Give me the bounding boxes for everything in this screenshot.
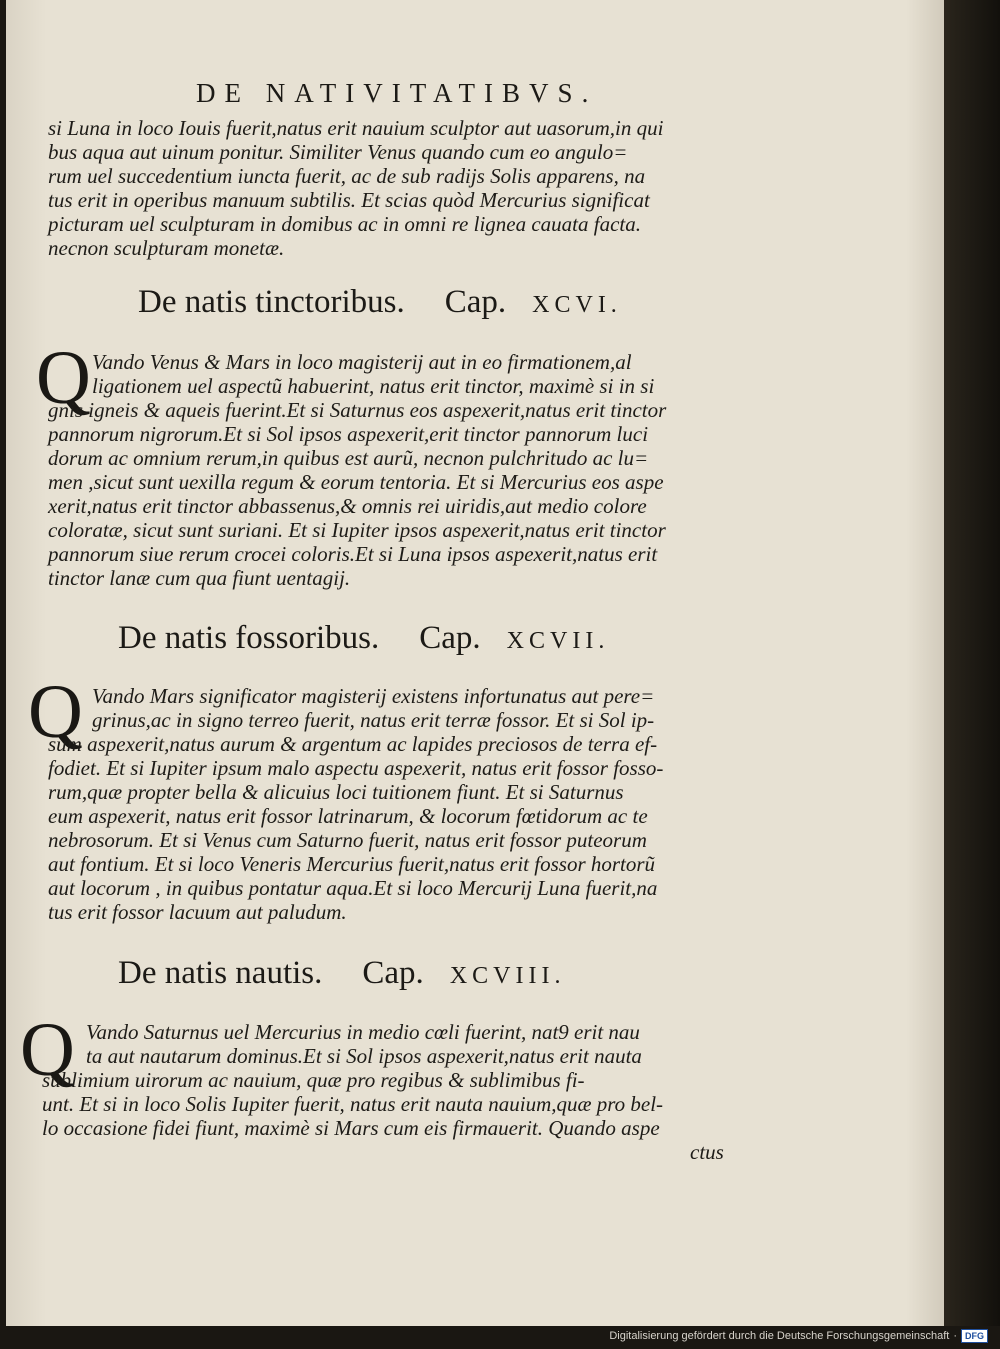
text-line: tus erit fossor lacuum aut paludum. xyxy=(48,900,347,924)
chapter-number: XCVI. xyxy=(532,292,622,318)
chapter-heading xyxy=(138,284,622,321)
text-line: sum aspexerit,natus aurum & argentum ac lapides preciosos de terra ef- xyxy=(48,732,658,756)
text-line: bus aqua aut uinum ponitur. Similiter Venus quando cum eo angulo= xyxy=(48,140,628,164)
chapter-title: De natis nautis. xyxy=(118,955,323,991)
drop-cap: Q xyxy=(20,1008,75,1092)
chapter-title: De natis tinctoribus. xyxy=(138,284,405,320)
text-line: Vando Saturnus uel Mercurius in medio cœli fuerint, nat9 erit nau xyxy=(86,1020,640,1044)
text-line: picturam uel sculpturam in domibus ac in omni re lignea cauata facta. xyxy=(48,212,641,236)
text-line: eum aspexerit, natus erit fossor latrinarum, & locorum fœtidorum ac te xyxy=(48,804,648,828)
chapter-heading xyxy=(118,620,609,657)
text-line: gnis igneis & aqueis fuerint.Et si Saturnus eos aspexerit,natus erit tinctor xyxy=(48,398,667,422)
text-line: men ,sicut sunt uexilla regum & eorum tentoria. Et si Mercurius eos aspe xyxy=(48,470,664,494)
text-line: fodiet. Et si Iupiter ipsum malo aspectu aspexerit, natus erit fossor fosso- xyxy=(48,756,664,780)
text-line: pannorum nigrorum.Et si Sol ipsos aspexerit,erit tinctor pannorum luci xyxy=(48,422,649,446)
chapter-number: XCVIII. xyxy=(449,963,566,989)
chapter-cap-label: Cap. xyxy=(362,955,424,991)
chapter-cap-label: Cap. xyxy=(419,620,481,656)
chapter-body xyxy=(48,350,758,590)
chapter-cap-label: Cap. xyxy=(444,284,507,320)
digitization-footer xyxy=(609,1327,988,1345)
text-line: dorum ac omnium rerum,in quibus est aurũ, necnon pulchritudo ac lu= xyxy=(48,446,649,470)
book-page xyxy=(6,0,944,1326)
text-line: si Luna in loco Iouis fuerit,natus erit nauium sculptor aut uasorum,in quі xyxy=(48,116,664,140)
chapter-heading xyxy=(118,955,565,992)
text-line: lo occasione fidei fiunt, maximè si Mars cum eis firmauerit. Quando aspe xyxy=(42,1116,660,1140)
footer-text: Digitalisierung gefördert durch die Deutsche Forschungsgemeinschaft xyxy=(609,1330,950,1342)
drop-cap: Q xyxy=(28,670,83,754)
text-line: Vando Mars significator magisterij existens infortunatus aut pere= xyxy=(92,684,655,708)
dfg-logo: DFG xyxy=(961,1329,988,1343)
text-line: necnon sculpturam monetæ. xyxy=(48,236,285,260)
page-fold-shadow xyxy=(944,0,1000,1326)
chapter-number: XCVII. xyxy=(506,628,610,654)
text-line: rum,quæ propter bella & alicuius loci tuitionem fiunt. Et si Saturnus xyxy=(48,780,624,804)
text-line: nebrosorum. Et si Venus cum Saturno fuerit, natus erit fossor puteorum xyxy=(48,828,647,852)
text-line: tus erit in operibus manuum subtilis. Et scias quòd Mercurius significat xyxy=(48,188,650,212)
text-line: ligationem uel aspectũ habuerint, natus erit tinctor, maximè si in si xyxy=(92,374,655,398)
chapter-body xyxy=(42,1020,752,1140)
text-line: unt. Et si in loco Solis Iupiter fuerit, natus erit nauta nauium,quæ pro bel- xyxy=(42,1092,664,1116)
text-line: tinctor lanæ cum qua fiunt uentagij. xyxy=(48,566,351,590)
text-line: aut fontium. Et si loco Veneris Mercurius fuerit,natus erit fossor hortorũ xyxy=(48,852,656,876)
text-line: coloratæ, sicut sunt suriani. Et si Iupiter ipsos aspexerit,natus erit tinctor xyxy=(48,518,666,542)
chapter-title: De natis fossoribus. xyxy=(118,620,380,656)
intro-paragraph xyxy=(48,116,758,260)
text-line: xerit,natus erit tinctor abbassenus,& omnis rei uiridis,aut medio colore xyxy=(48,494,647,518)
chapter-body xyxy=(48,684,758,924)
text-line: sublimium uirorum ac nauium, quæ pro regibus & sublimibus fi- xyxy=(42,1068,585,1092)
running-head: DE NATIVITATIBVS. xyxy=(196,78,598,108)
text-line: grinus,ac in signo terreo fuerit, natus erit terræ fossor. Et si Sol ip- xyxy=(92,708,655,732)
text-line: ta aut nautarum dominus.Et si Sol ipsos aspexerit,natus erit nauta xyxy=(86,1044,642,1068)
footer-separator: · xyxy=(953,1330,957,1342)
drop-cap: Q xyxy=(36,336,91,420)
catchword: ctus xyxy=(690,1140,724,1164)
text-line: Vando Venus & Mars in loco magisterij aut in eo firmationem,al xyxy=(92,350,632,374)
text-line: rum uel succedentium iuncta fuerit, ac de sub radijs Solis apparens, na xyxy=(48,164,646,188)
text-line: pannorum siue rerum crocei coloris.Et si Luna ipsos aspexerit,natus erit xyxy=(48,542,658,566)
text-line: aut locorum , in quibus pontatur aqua.Et si loco Mercurij Luna fuerit,na xyxy=(48,876,658,900)
